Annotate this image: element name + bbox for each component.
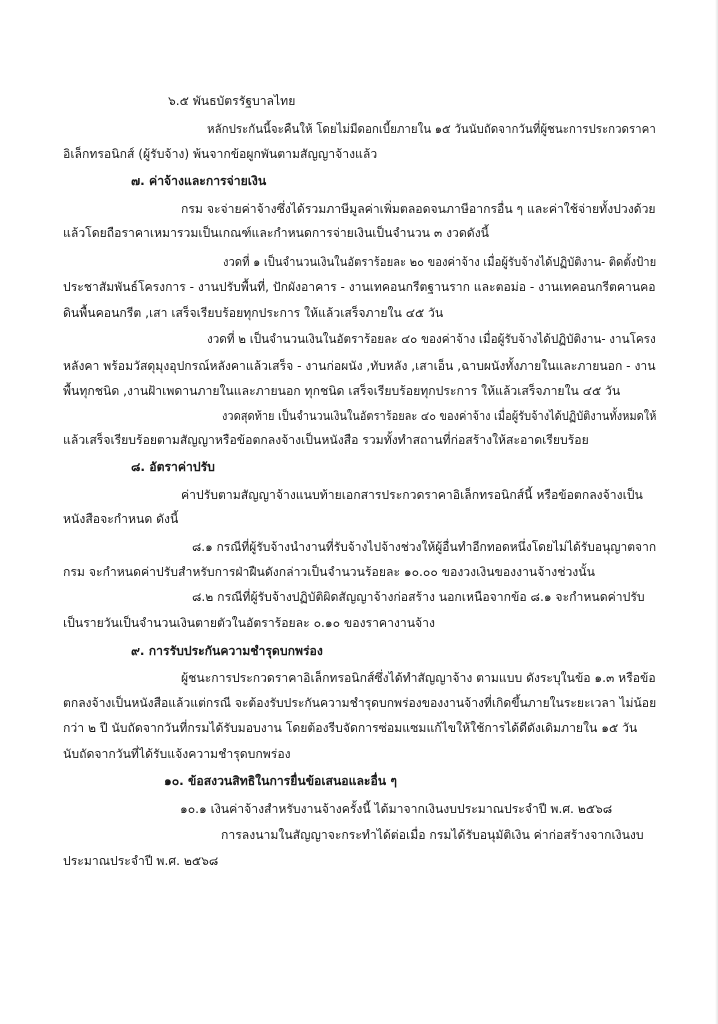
paragraph-line: กว่า ๒ ปี นับถัดจากวันที่กรมได้รับมอบงาน โดยต้องรีบจัดการซ่อมแซมแก้ไขให้ใช้การได้ดีดังเดิมภายใน ๑๕ วัน [63, 721, 638, 735]
final-installment-line: งวดสุดท้าย เป็นจำนวนเงินในอัตราร้อยละ ๔๐ ของค่าจ้าง เมื่อผู้รับจ้างได้ปฏิบัติงานทั้งหมดให้ [222, 409, 657, 423]
paragraph-line: อิเล็กทรอนิกส์ (ผู้รับจ้าง) พ้นจากข้อผูกพันตามสัญญาจ้างแล้ว [63, 147, 378, 161]
section-9-heading: ๙. การรับประกันความชำรุดบกพร่อง [131, 644, 323, 658]
paragraph-line: ประมาณประจำปี พ.ศ. ๒๕๖๘ [63, 854, 219, 868]
paragraph-line: ค่าปรับตามสัญญาจ้างแนบท้ายเอกสารประกวดราคาอิเล็กทรอนิกส์นี้ หรือข้อตกลงจ้างเป็น [181, 488, 643, 502]
paragraph-line: กรม จะกำหนดค่าปรับสำหรับการฝ่าฝืนดังกล่าวเป็นจำนวนร้อยละ ๑๐.๐๐ ของวงเงินของงานจ้างช่วงนั้น [63, 565, 595, 579]
section-7-heading: ๗. ค่าจ้างและการจ่ายเงิน [131, 174, 267, 188]
paragraph-line: หนังสือจะกำหนด ดังนี้ [63, 512, 179, 526]
item-10-1-line: ๑๐.๑ เงินค่าจ้างสำหรับงานจ้างครั้งนี้ ได้มาจากเงินงบประมาณประจำปี พ.ศ. ๒๕๖๘ [180, 802, 613, 816]
section-10-heading: ๑๐. ข้อสงวนสิทธิในการยื่นข้อเสนอและอื่น ๆ [164, 774, 397, 788]
paragraph-line: หลักประกันนี้จะคืนให้ โดยไม่มีดอกเบี้ยภายใน ๑๕ วันนับถัดจากวันที่ผู้ชนะการประกวดราคา [207, 122, 656, 136]
item-8-2-line: ๘.๒ กรณีที่ผู้รับจ้างปฏิบัติผิดสัญญาจ้างก่อสร้าง นอกเหนือจากข้อ ๘.๑ จะกำหนดค่าปรับ [192, 590, 645, 604]
paragraph-line: เป็นรายวันเป็นจำนวนเงินตายตัวในอัตราร้อยละ ๐.๑๐ ของราคางานจ้าง [63, 616, 435, 630]
paragraph-line: พื้นทุกชนิด ,งานฝ้าเพดานภายในและภายนอก ทุกชนิด เสร็จเรียบร้อยทุกประการ ให้แล้วเสร็จภายใน ๔๕ วัน [63, 384, 621, 398]
paragraph-line: ประชาสัมพันธ์โครงการ - งานปรับพื้นที่, ปักผังอาคาร - งานเทคอนกรีตฐานราก และตอม่อ - งานเทคอนกรีตคานคอ [63, 280, 656, 294]
paragraph-line: นับถัดจากวันที่ได้รับแจ้งความชำรุดบกพร่อง [63, 747, 291, 761]
paragraph-line: แล้วโดยถือราคาเหมารวมเป็นเกณฑ์และกำหนดการจ่ายเงินเป็นจำนวน ๓ งวดดังนี้ [63, 226, 489, 240]
installment-1-line: งวดที่ ๑ เป็นจำนวนเงินในอัตราร้อยละ ๒๐ ของค่าจ้าง เมื่อผู้รับจ้างได้ปฏิบัติงาน- ติดตั้งป้าย [223, 255, 657, 269]
paragraph-line: หลังคา พร้อมวัสดุมุงอุปกรณ์หลังคาแล้วเสร็จ - งานก่อผนัง ,ทับหลัง ,เสาเอ็น ,ฉาบผนังทั้งภายในและภายนอก - งาน [63, 359, 656, 373]
paragraph-line: กรม จะจ่ายค่าจ้างซึ่งได้รวมภาษีมูลค่าเพิ่มตลอดจนภาษีอากรอื่น ๆ และค่าใช้จ่ายทั้งปวงด้วย [181, 202, 656, 216]
section-8-heading: ๘. อัตราค่าปรับ [131, 460, 215, 474]
paragraph-line: แล้วเสร็จเรียบร้อยตามสัญญาหรือข้อตกลงจ้างเป็นหนังสือ รวมทั้งทำสถานที่ก่อสร้างให้สะอาดเรียบร้อย [63, 433, 589, 447]
paragraph-line: ดินพื้นคอนกรีต ,เสา เสร็จเรียบร้อยทุกประการ ให้แล้วเสร็จภายใน ๔๕ วัน [63, 306, 444, 320]
item-8-1-line: ๘.๑ กรณีที่ผู้รับจ้างนำงานที่รับจ้างไปจ้างช่วงให้ผู้อื่นทำอีกทอดหนึ่งโดยไม่ได้รับอนุญาตจาก [192, 540, 657, 554]
installment-2-line: งวดที่ ๒ เป็นจำนวนเงินในอัตราร้อยละ ๔๐ ของค่าจ้าง เมื่อผู้รับจ้างได้ปฏิบัติงาน- งานโครง [207, 332, 656, 346]
paragraph-line: ผู้ชนะการประกวดราคาอิเล็กทรอนิกส์ซึ่งได้ทำสัญญาจ้าง ตามแบบ ดังระบุในข้อ ๑.๓ หรือข้อ [181, 671, 656, 685]
paragraph-line: ตกลงจ้างเป็นหนังสือแล้วแต่กรณี จะต้องรับประกันความชำรุดบกพร่องของงานจ้างที่เกิดขึ้นภายในระยะเวลา ไม่น้อย [63, 696, 657, 710]
paragraph-line: การลงนามในสัญญาจะกระทำได้ต่อเมื่อ กรมได้รับอนุมัติเงิน ค่าก่อสร้างจากเงินงบ [221, 828, 644, 842]
item-6-5-government-bonds: ๖.๕ พันธบัตรรัฐบาลไทย [168, 94, 296, 108]
